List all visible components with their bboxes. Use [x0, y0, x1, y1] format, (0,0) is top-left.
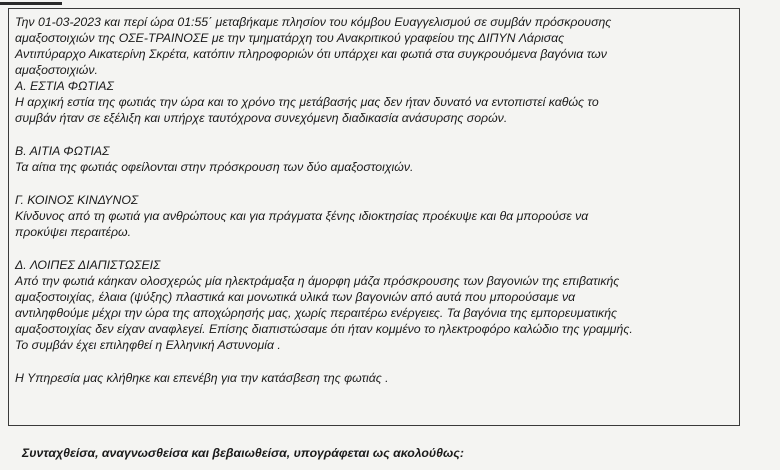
report-box	[8, 8, 740, 426]
section-c-line: Κίνδυνος από τη φωτιά για ανθρώπους και για πράγματα ξένης ιδιοκτησίας προέκυψε και θα μπορούσε να	[15, 209, 589, 223]
section-c-line: προκύψει περαιτέρω.	[15, 225, 131, 239]
section-d-line: αμαξοστοιχίας, έλαια (ψύξης) πλαστικά και μονωτικά υλικά των βαγονιών από αυτά που μπορούσαμε να	[15, 290, 576, 304]
section-a-line: συμβάν ήταν σε εξέλιξη και υπήρχε ταυτόχρονα συνεχόμενη διαδικασία ανάσυρσης σορών.	[15, 111, 508, 125]
section-a-heading: Α. ΕΣΤΙΑ ΦΩΤΙΑΣ	[15, 79, 114, 93]
intro-line: Αντιπύραρχο Αικατερίνη Σκρέτα, κατόπιν πληροφοριών ότι υπάρχει και φωτιά στα συγκρουόμενα βαγόνια των	[15, 47, 607, 61]
section-d-line: αμαξοστοιχίας δεν είχαν αναφλεγεί. Επίσης διαπιστώσαμε ότι ήταν κομμένο το ηλεκτροφόρο καλώδιο της γραμμής.	[15, 322, 633, 336]
section-c-heading: Γ. ΚΟΙΝΟΣ ΚΙΝΔΥΝΟΣ	[15, 193, 139, 207]
section-d-line: Το συμβάν έχει επιληφθεί η Ελληνική Αστυνομία .	[15, 338, 281, 352]
section-c	[15, 192, 733, 240]
section-d	[15, 257, 733, 353]
section-b	[15, 143, 733, 175]
section-a-line: Η αρχική εστία της φωτιάς την ώρα και το χρόνο της μετάβασής μας δεν ήταν δυνατό να εντοπιστεί καθώς το	[15, 95, 599, 109]
section-d-heading: Δ. ΛΟΙΠΕΣ ΔΙΑΠΙΣΤΩΣΕΙΣ	[15, 258, 161, 272]
intro-paragraph	[15, 14, 733, 78]
section-b-line: Τα αίτια της φωτιάς οφείλονται στην πρόσκρουση των δύο αμαξοστοιχιών.	[15, 160, 414, 174]
section-a	[15, 78, 733, 126]
intro-line: αμαξοστοιχιών της ΟΣΕ-ΤΡΑΙΝΟΣΕ με την τμηματάρχη του Ανακριτικού γραφείου της ΔΙΠΥΝ Λάρισας	[15, 31, 565, 45]
final-statement	[15, 370, 733, 386]
section-b-heading: Β. ΑΙΤΙΑ ΦΩΤΙΑΣ	[15, 144, 110, 158]
section-d-line: Από την φωτιά κάηκαν ολοσχερώς μία ηλεκτράμαξα η άμορφη μάζα πρόσκρουσης των βαγονιών της επιβατικής	[15, 274, 620, 288]
intro-line: αμαξοστοιχιών.	[15, 63, 98, 77]
intro-line: Την 01-03-2023 και περί ώρα 01:55΄ μεταβήκαμε πλησίον του κόμβου Ευαγγελισμού σε συμβάν πρόσκρουσης	[15, 15, 612, 29]
top-rule	[0, 2, 62, 5]
final-line: Η Υπηρεσία μας κλήθηκε και επενέβη για την κατάσβεση της φωτιάς .	[15, 371, 389, 385]
section-d-line: αντιληφθούμε μέχρι την ώρα της αποχώρησής μας, χωρίς περαιτέρω ενέργειες. Τα βαγόνια της εμπορευματικής	[15, 306, 618, 320]
closing-statement: Συνταχθείσα, αναγνωσθείσα και βεβαιωθείσα, υπογράφεται ως ακολούθως:	[22, 446, 464, 460]
